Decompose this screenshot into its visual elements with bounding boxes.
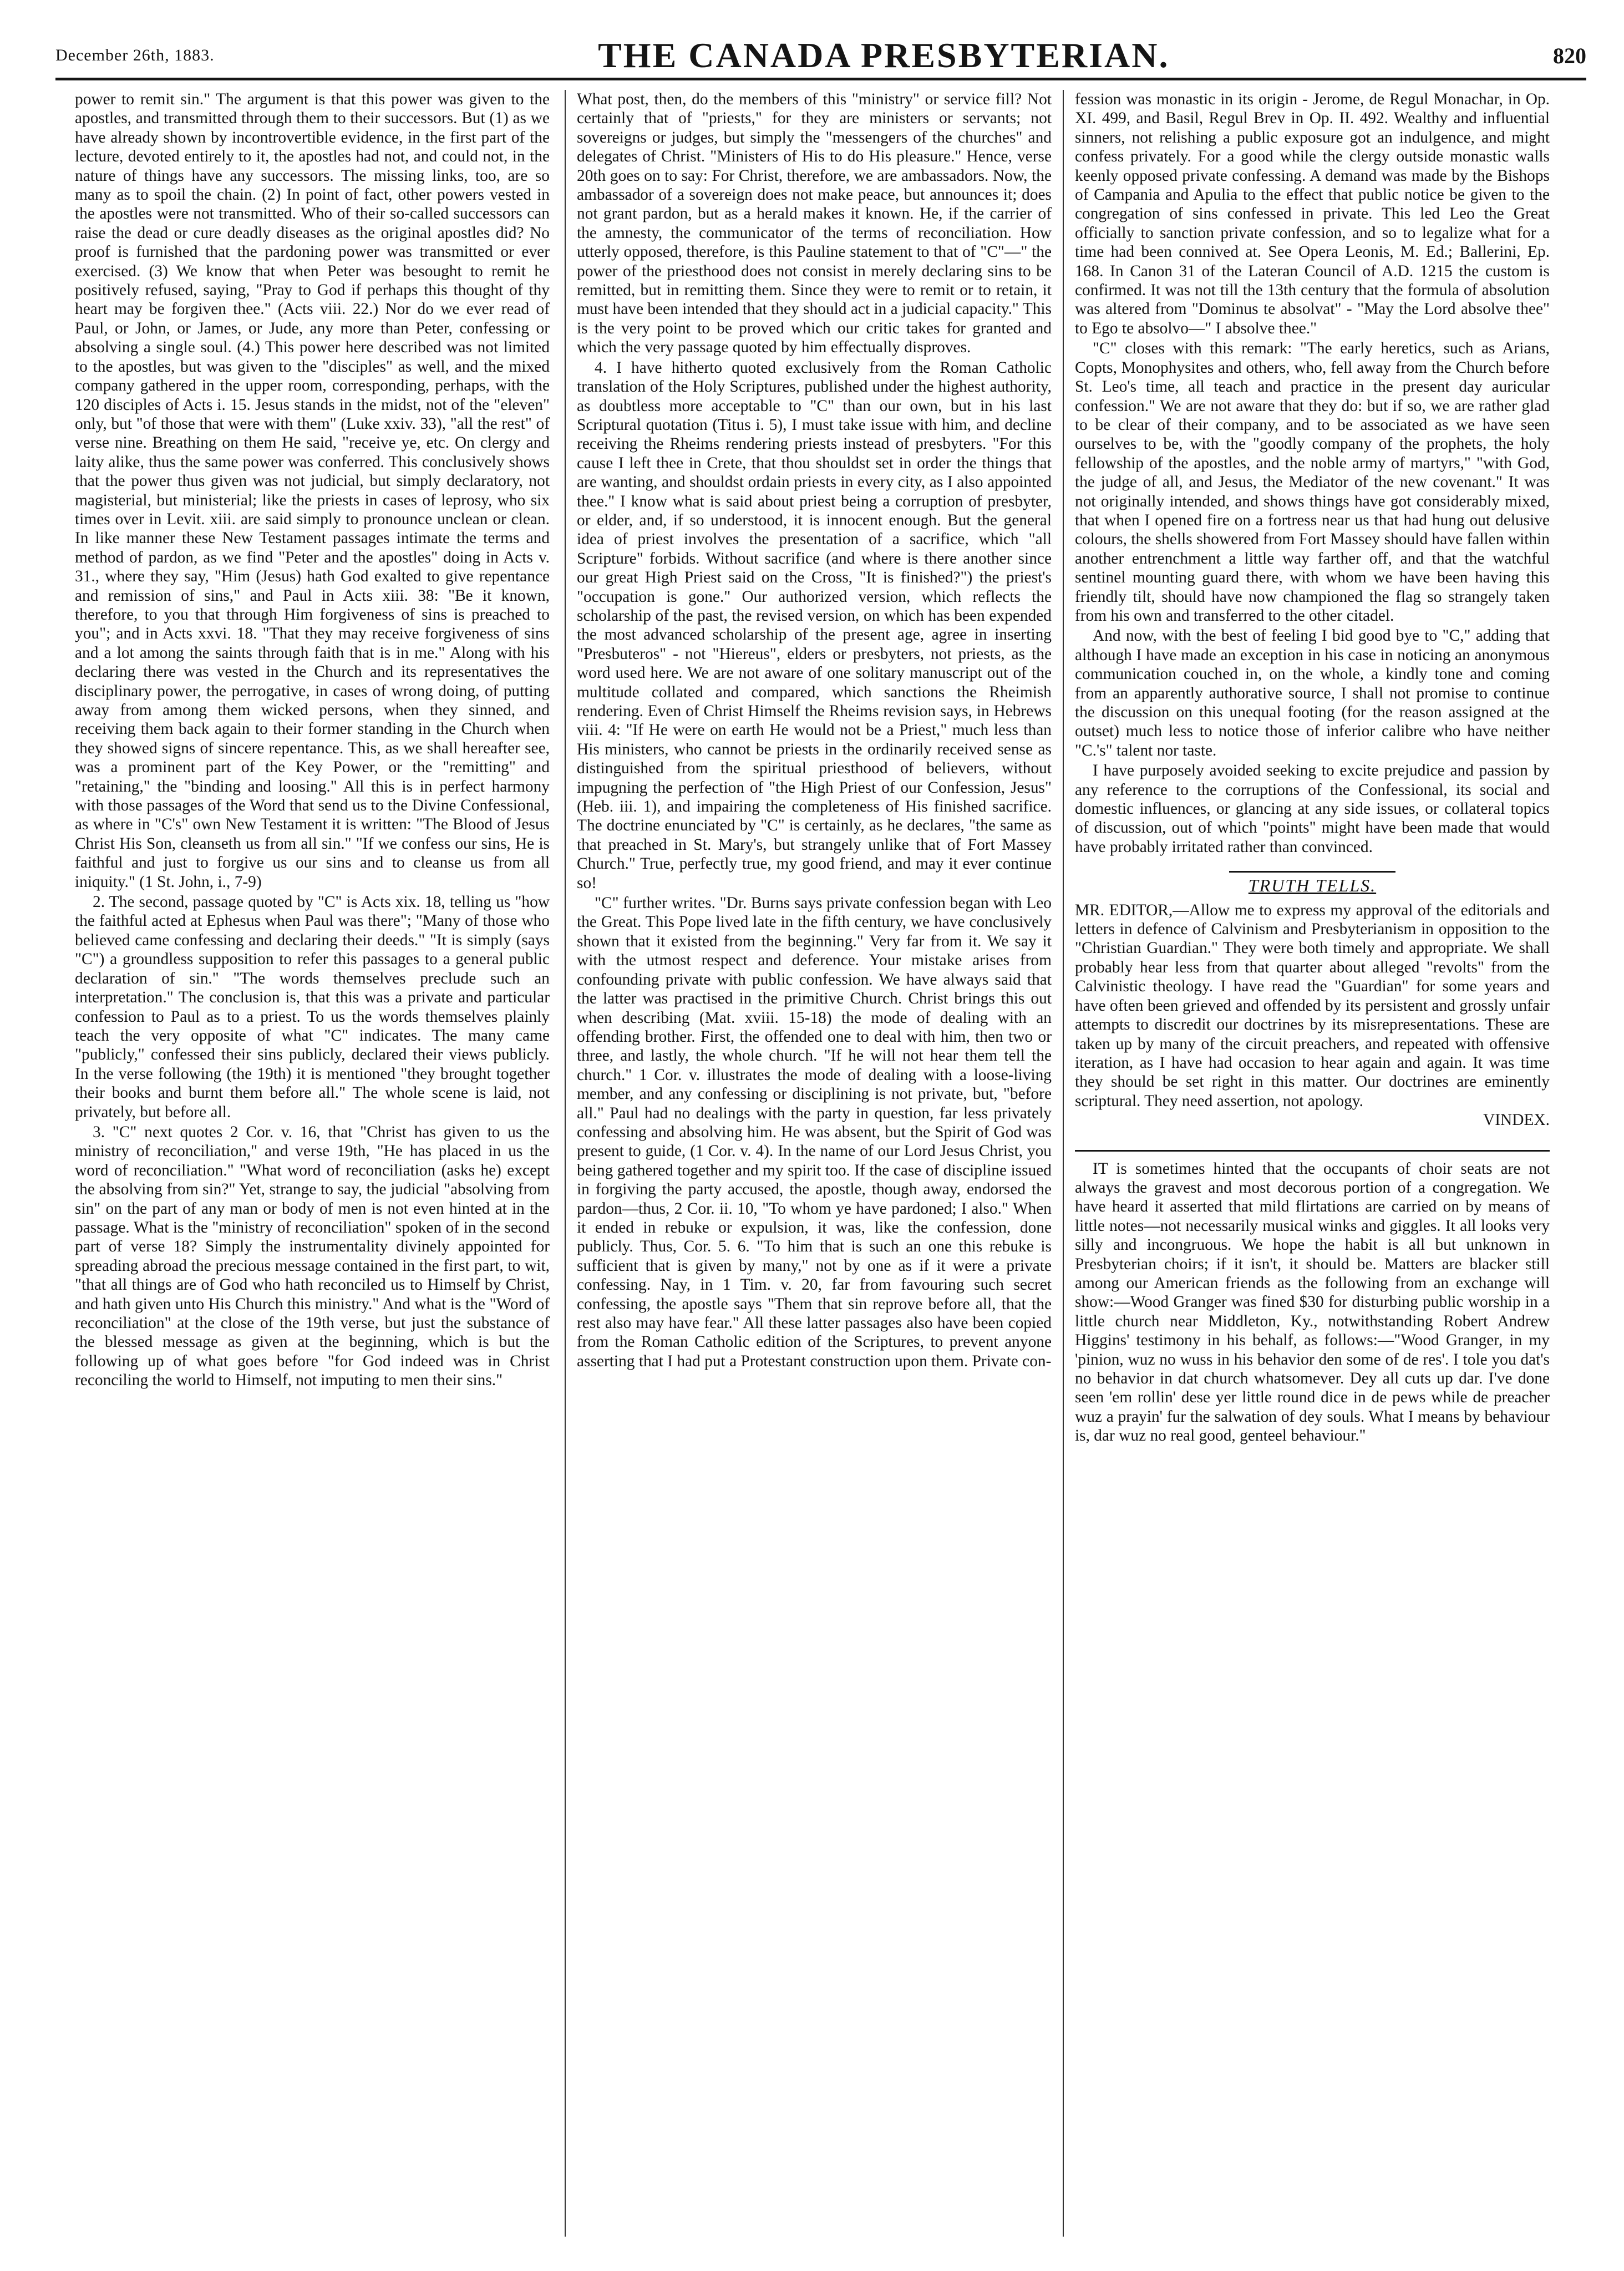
article-paragraph: 4. I have hitherto quoted exclusively from the Roman Catholic translation of the Holy Scriptures, published under the highest authority, as doubtless more acceptable to "C" than our own, but in his last Scriptural quotation (Titus i. 5), I must take issue with him, and decline receiving the Rheims rendering priests instead of presbyters. "For this cause I left thee in Crete, that thou shouldst set in order the things that are wanting, and shouldst ordain priests in every city, as I also appointed thee." I know what is said about priest being a corruption of presbyter, or elder, and, if so understood, it is innocent enough. But the general idea of priest involves the presentation of a sacrifice, which "all Scripture" forbids. Without sacrifice (and where is there another since our great High Priest said on the Cross, "It is finished?") the priest's "occupation is gone." Our authorized version, which reflects the scholarship of the past, the revised version, on which has been expended the most advanced scholarship of the present age, agree in inserting "Presbuteros" - not "Hiereus", elders or presbyters, not priests, as the word used here. We are not aware of one solitary manuscript out of the multitude collated and compared, which sanctions the Rheimish rendering. Even of Christ Himself the Rheims revision says, in Hebrews viii. 4: "If He were on earth He would not be a Priest," much less than His ministers, who cannot be priests in the ordinarily received sense as distinguished from the spiritual priesthood of believers, without impugning the perfection of "the High Priest of our Confession, Jesus" (Heb. iii. 1), and impairing the completeness of His finished sacrifice. The doctrine enunciated by "C" is certainly, as he declares, "the same as that preached in St. Mary's, but strangely unlike that of Fort Massey Church." True, perfectly true, my good friend, and may it ever continue so! — [577, 358, 1052, 892]
article-paragraph: 3. "C" next quotes 2 Cor. v. 16, that "Christ has given to us the ministry of reconciliation," and verse 19th, "He has placed in us the word of reconciliation." "What word of reconciliation (asks he) except the absolving from sin?" Yet, strange to say, the judicial "absolving from sin" on the part of any man or body of men is not even hinted at in the passage. What is the "ministry of reconciliation" spoken of in the second part of verse 18? Simply the instrumentality divinely appointed for spreading abroad the precious message contained in the first part, to wit, "that all things are of God who hath reconciled us to Himself by Christ, and hath given unto His Church this ministry." And what is the "Word of reconciliation" at the close of the 19th verse, but just the substance of the blessed message as given at the beginning, which is but the following up of what goes before "for God indeed was in Christ reconciling the world to Himself, not imputing to men their sins." — [75, 1123, 550, 1390]
article-paragraph: fession was monastic in its origin - Jerome, de Regul Monachar, in Op. XI. 499, and Basil, Regul Brev in Op. II. 492. Wealthy and influential sinners, not relishing a public exposure got an indulgence, and might confess privately. For a good while the clergy outside monastic walls keenly opposed private confessing. A demand was made by the Bishops of Campania and Apulia to the effect that public notice be given to the congregation of sins confessed in private. This led Leo the Great officially to sanction private confession, and so to legalize what for a time had been connived at. See Opera Leonis, M. Ed.; Ballerini, Ep. 168. In Canon 31 of the Lateran Council of A.D. 1215 the custom is confirmed. It was not till the 13th century that the formula of absolution was altered from "Dominus te absolvat" - "May the Lord absolve thee" to Ego te absolvo—" I absolve thee." — [1075, 90, 1550, 337]
article-paragraph: What post, then, do the members of this "ministry" or service fill? Not certainly that of "priests," for they are ministers or servants; not sovereigns or judges, but simply the "messengers of the churches" and delegates of Christ. "Ministers of His to do His pleasure." Hence, verse 20th goes on to say: For Christ, therefore, we are ambassadors. Now, the ambassador of a sovereign does not make peace, but announces it; does not grant pardon, but as a herald makes it known. He, if the carrier of the amnesty, the communicator of the terms of reconciliation. How utterly opposed, therefore, is this Pauline statement to that of "C"—" the power of the priesthood does not consist in merely declaring sins to be remitted, but in remitting them. Since they were to remit or to retain, it must have been intended that they should act in a judicial capacity." This is the very point to be proved which our critic takes for granted and which the very passage quoted by him effectually disproves. — [577, 90, 1052, 357]
page-number: 820 — [1553, 43, 1586, 68]
column-2 — [577, 90, 1052, 2237]
article-paragraph: power to remit sin." The argument is that this power was given to the apostles, and transmitted through them to their successors. But (1) as we have already shown by incontrovertible evidence, in the first part of the lecture, devoted entirely to it, the apostles had not, and could not, in the nature of things have any successors. The missing links, too, are so many as to spoil the chain. (2) In point of fact, other powers vested in the apostles were not transmitted. Who of their so-called successors can raise the dead or cure deadly diseases as the original apostles did? No proof is furnished that the pardoning power was transmitted or ever exercised. (3) We know that when Peter was besought to remit he positively refused, saying, "Pray to God if perhaps this thought of thy heart may be forgiven thee." (Acts viii. 22.) Nor do we ever read of Paul, or John, or James, or Jude, any more than Peter, confessing or absolving a single soul. (4.) This power here described was not limited to the apostles, but was given to the "disciples" as well, and the mixed company gathered in the upper room, corresponding, perhaps, with the 120 disciples of Acts i. 15. Jesus stands in the midst, not of the "eleven" only, but "of those that were with them" (Luke xxiv. 33), "all the rest" of verse nine. Breathing on them He said, "receive ye, etc. On clergy and laity alike, thus the same power was conferred. This conclusively shows that the power thus given was not judicial, but simply declaratory, not magisterial, but ministerial; like the priests in cases of leprosy, who six times over in Levit. xiii. are said simply to pronounce unclean or clean. In like manner these New Testament passages intimate the terms and method of pardon, as we find "Peter and the apostles" doing in Acts v. 31., where they say, "Him (Jesus) hath God exalted to give repentance and remission of sins," and Paul in Acts xiii. 38: "Be it known, therefore, to you that through Him forgiveness of sins is preached to you"; and in Acts xxvi. 18. "That they may receive forgiveness of sins and a lot among the saints through faith that is in me." Along with his declaring there was vested in the Church and its representatives the disciplinary power, the perrogative, in cases of wrong doing, of putting away from among them wicked persons, when they sinned, and receiving them back again to their former standing in the Church when they showed signs of sincere repentance. This, as we shall hereafter see, was a prominent part of the Key Power, or the "remitting" and "retaining," the "binding and loosing." All this is in perfect harmony with those passages of the Word that send us to the Divine Confessional, as where in "C's" own New Testament it is written: "The Blood of Jesus Christ His Son, cleanseth us from all sin." "If we confess our sins, He is faithful and just to forgive us our sins and to cleanse us from all iniquity." (1 St. John, i., 7-9) — [75, 90, 550, 891]
section-divider — [1075, 1150, 1550, 1152]
column-1 — [75, 90, 550, 2237]
article-paragraph: "C" further writes. "Dr. Burns says private confession began with Leo the Great. This Pope lived late in the fifth century, we have conclusively shown that it existed from the beginning." Very far from it. We say it with the utmost respect and deference. Your mistake arises from confounding private with public confession. We have always said that the latter was practised in the primitive Church. Christ brings this out when describing (Mat. xviii. 15-18) the mode of dealing with an offending brother. First, the offended one to deal with him, then two or three, and lastly, the whole church. "If he will not hear them tell the church." 1 Cor. v. illustrates the mode of dealing with a loose-living member, and any confessing or disciplining is not private, but, "before all." Paul had no dealings with the party in question, far less privately confessing and absolving him. He was absent, but the Spirit of God was present to guide, (1 Cor. v. 4). In the name of our Lord Jesus Christ, you being gathered together and my spirit too. If the case of discipline issued in forgiving the party accused, the apostle, though away, endorsed the pardon—thus, 2 Cor. ii. 10, "To whom ye have pardoned; I also." When it ended in rebuke or expulsion, it was, like the confession, done publicly. Thus, Cor. 5. 6. "To him that is such an one this rebuke is sufficient that is given by many," not by one as if it were a private confessing. Nay, in 1 Tim. v. 20, far from favouring such secret confessing, the apostle says "Them that sin reprove before all, that the rest also may have fear." All these latter passages also have been copied from the Roman Catholic edition of the Scriptures, to prevent anyone asserting that I had put a Protestant construction upon them. Private con- — [577, 894, 1052, 1370]
choir-paragraph: IT is sometimes hinted that the occupants of choir seats are not always the gravest and most decorous portion of a congregation. We have heard it asserted that mild flirtations are carried on by means of little notes—not necessarily musical winks and giggles. It all looks very silly and incongruous. We hope the habit is all but unknown in Presbyterian choirs; if it isn't, it should be. Matters are blacker still among our American friends as the following from an exchange will show:—Wood Granger was fined $30 for disturbing public worship in a little church near Middleton, Ky., notwithstanding Robert Andrew Higgins' testimony in his behalf, as follows:—"Wood Granger, in my 'pinion, wuz no wuss in his behavior den some of de res'. I tole you dat's no behavior in dat church whatsomever. Dey all cuts up dar. I've done seen 'em rollin' dese yer little round dice in de pews while de preacher wuz a prayin' fur the salwation of dey souls. What I means by behaviour is, dar wuz no real good, genteel behaviour." — [1075, 1159, 1550, 1445]
article-paragraph: 2. The second, passage quoted by "C" is Acts xix. 18, telling us "how the faithful acted at Ephesus when Paul was there"; "Many of those who believed came confessing and declaring their deeds." "It is simply (says "C") a groundless supposition to refer this passages to a general public declaration of sin." "The words themselves preclude such an interpretation." The conclusion is, that this was a private and particular confession to Paul as to a priest. To us the words themselves plainly teach the very opposite of what "C" indicates. The many came "publicly," confessed their sins publicly, declared their views publicly. In the verse following (the 19th) it is mentioned "they brought together their books and burnt them before all." The whole scene is laid, not privately, but before all. — [75, 893, 550, 1121]
column-divider — [565, 90, 566, 2237]
column-3 — [1075, 90, 1550, 2237]
article-paragraph: I have purposely avoided seeking to excite prejudice and passion by any reference to the corruptions of the Confessional, its social and domestic influences, or glancing at any side issues, or collateral topics of discussion, out of which "points" might have been made that would have probably irritated rather than convinced. — [1075, 762, 1550, 856]
issue-date: December 26th, 1883. — [55, 46, 215, 64]
masthead-title: THE CANADA PRESBYTERIAN. — [598, 36, 1170, 75]
letter-heading: TRUTH TELLS. — [1248, 875, 1377, 896]
column-divider — [1063, 90, 1064, 2237]
page-header — [55, 33, 1586, 80]
letter-body: MR. EDITOR,—Allow me to express my approval of the editorials and letters in defence of Calvinism and Presbyterianism in opposition to the "Christian Guardian." They were both timely and appropriate. We shall probably hear less from that quarter about alleged "revolts" from the Calvinistic theology. I have read the "Guardian" for some years and have often been grieved and offended by its persistent and grossly unfair attempts to discredit our doctrines by its misrepresentations. These are taken up by many of the circuit preachers, and repeated with offensive iteration, as I have had occasion to hear again and again. It was time they should be set right in this matter. Our doctrines are eminently scriptural. They need assertion, not apology. — [1075, 901, 1550, 1110]
letter-signature: VINDEX. — [1483, 1111, 1550, 1129]
article-paragraph: "C" closes with this remark: "The early heretics, such as Arians, Copts, Monophysites and others, who, fell away from the Church before St. Leo's time, all teach and practice in the present day auricular confession." We are not aware that they do: but if so, we are rather glad to be clear of their company, and to be associated as we have seen ourselves to be, with the "goodly company of the prophets, the holy fellowship of the apostles, and the noble army of martyrs," "with God, the judge of all, and Jesus, the Mediator of the new covenant." It was not originally intended, and shows things have got considerably mixed, that when I opened fire on a fortress near us that had hung out delusive colours, the shells showered from Fort Massey should have fallen within another entrenchment a little way farther off, and that the watchful sentinel mounting guard there, with whom we have been having this friendly tilt, should have now championed the flag so strangely taken from his own and transferred to the other citadel. — [1075, 339, 1550, 625]
article-paragraph: And now, with the best of feeling I bid good bye to "C," adding that although I have made an exception in his case in noticing an anonymous communication couched in, on the whole, a kindly tone and coming from an apparently authorative source, I shall not promise to continue the discussion on this unequal footing (for the reason assigned at the outset) much less to notice those of inferior calibre who have neither "C.'s" talent nor taste. — [1075, 627, 1550, 759]
section-divider — [1229, 871, 1395, 873]
